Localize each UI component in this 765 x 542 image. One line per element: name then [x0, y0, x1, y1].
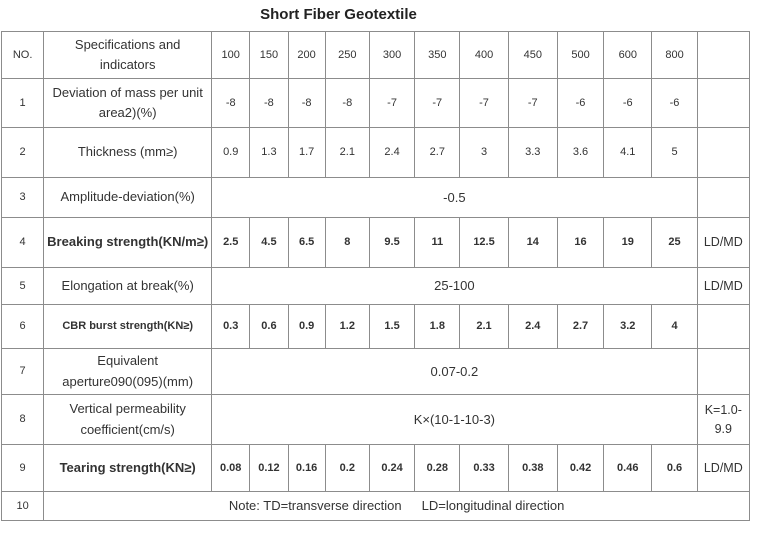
spec-label: Vertical permeability coefficient(cm/s) — [44, 395, 212, 445]
value-cell: 11 — [415, 218, 460, 268]
spec-label: Thickness (mm≥) — [44, 128, 212, 178]
value-cell: 5 — [652, 128, 697, 178]
value-cell: 3.6 — [557, 128, 603, 178]
value-cell: 1.7 — [288, 128, 325, 178]
merged-value-cell: 25-100 — [212, 268, 698, 305]
header-grade: 800 — [652, 32, 697, 79]
geotextile-spec-table — [1, 31, 750, 521]
header-grade: 100 — [212, 32, 250, 79]
value-cell: 1.8 — [415, 305, 460, 349]
value-cell: -6 — [652, 79, 697, 128]
row-number: 5 — [2, 268, 44, 305]
header-unit — [697, 32, 749, 79]
value-cell: -6 — [557, 79, 603, 128]
table-row — [2, 268, 750, 305]
unit-cell: LD/MD — [697, 445, 749, 492]
value-cell: 2.1 — [325, 128, 369, 178]
value-cell: 2.1 — [460, 305, 508, 349]
value-cell: 1.2 — [325, 305, 369, 349]
unit-cell: LD/MD — [697, 268, 749, 305]
value-cell: 8 — [325, 218, 369, 268]
value-cell: 2.5 — [212, 218, 250, 268]
value-cell: 1.5 — [369, 305, 414, 349]
value-cell: 0.9 — [288, 305, 325, 349]
value-cell: 19 — [604, 218, 652, 268]
value-cell: 3.3 — [508, 128, 557, 178]
value-cell: -8 — [250, 79, 288, 128]
unit-cell: K=1.0-9.9 — [697, 395, 749, 445]
merged-value-cell: K×(10-1-10-3) — [212, 395, 698, 445]
value-cell: 0.16 — [288, 445, 325, 492]
table-title: Short Fiber Geotextile — [260, 6, 417, 23]
value-cell: 0.6 — [250, 305, 288, 349]
value-cell: -7 — [508, 79, 557, 128]
value-cell: -7 — [415, 79, 460, 128]
value-cell: 0.9 — [212, 128, 250, 178]
value-cell: -8 — [288, 79, 325, 128]
header-grade: 500 — [557, 32, 603, 79]
row-number: 10 — [2, 492, 44, 521]
spec-label: Breaking strength(KN/m≥) — [44, 218, 212, 268]
header-row — [2, 32, 750, 79]
table-row — [2, 79, 750, 128]
unit-cell — [697, 79, 749, 128]
value-cell: 4.5 — [250, 218, 288, 268]
row-number: 4 — [2, 218, 44, 268]
header-grade: 150 — [250, 32, 288, 79]
value-cell: -7 — [460, 79, 508, 128]
value-cell: 0.38 — [508, 445, 557, 492]
row-number: 8 — [2, 395, 44, 445]
spec-label: Equivalent aperture090(095)(mm) — [44, 349, 212, 395]
spec-label: Amplitude-deviation(%) — [44, 178, 212, 218]
value-cell: 0.33 — [460, 445, 508, 492]
unit-cell — [697, 305, 749, 349]
table-row — [2, 492, 750, 521]
value-cell: -6 — [604, 79, 652, 128]
value-cell: 0.28 — [415, 445, 460, 492]
value-cell: 0.12 — [250, 445, 288, 492]
row-number: 1 — [2, 79, 44, 128]
value-cell: 0.24 — [369, 445, 414, 492]
unit-cell — [697, 178, 749, 218]
value-cell: 0.08 — [212, 445, 250, 492]
value-cell: 4.1 — [604, 128, 652, 178]
spec-label: CBR burst strength(KN≥) — [44, 305, 212, 349]
table-row — [2, 128, 750, 178]
value-cell: 2.4 — [369, 128, 414, 178]
table-row — [2, 178, 750, 218]
row-number: 2 — [2, 128, 44, 178]
value-cell: 2.4 — [508, 305, 557, 349]
value-cell: 25 — [652, 218, 697, 268]
value-cell: -8 — [325, 79, 369, 128]
spec-label: Deviation of mass per unit area2)(%) — [44, 79, 212, 128]
row-number: 9 — [2, 445, 44, 492]
value-cell: 2.7 — [415, 128, 460, 178]
value-cell: 9.5 — [369, 218, 414, 268]
value-cell: 3 — [460, 128, 508, 178]
note-longitudinal: LD=longitudinal direction — [421, 498, 565, 514]
row-number: 7 — [2, 349, 44, 395]
table-row — [2, 395, 750, 445]
header-grade: 300 — [369, 32, 414, 79]
row-number: 6 — [2, 305, 44, 349]
merged-value-cell: 0.07-0.2 — [212, 349, 698, 395]
header-grade: 400 — [460, 32, 508, 79]
table-row — [2, 305, 750, 349]
header-grade: 450 — [508, 32, 557, 79]
unit-cell — [697, 128, 749, 178]
value-cell: -7 — [369, 79, 414, 128]
value-cell: 1.3 — [250, 128, 288, 178]
note-cell — [44, 492, 750, 521]
value-cell: 0.46 — [604, 445, 652, 492]
unit-cell: LD/MD — [697, 218, 749, 268]
value-cell: 16 — [557, 218, 603, 268]
value-cell: 3.2 — [604, 305, 652, 349]
value-cell: 0.42 — [557, 445, 603, 492]
value-cell: 0.3 — [212, 305, 250, 349]
value-cell: 0.6 — [652, 445, 697, 492]
value-cell: 2.7 — [557, 305, 603, 349]
spec-label: Elongation at break(%) — [44, 268, 212, 305]
spec-label: Tearing strength(KN≥) — [44, 445, 212, 492]
note-transverse: Note: TD=transverse direction — [228, 498, 402, 514]
merged-value-cell: -0.5 — [212, 178, 698, 218]
header-spec: Specifications and indicators — [44, 32, 212, 79]
table-row — [2, 445, 750, 492]
row-number: 3 — [2, 178, 44, 218]
header-grade: 350 — [415, 32, 460, 79]
table-row — [2, 349, 750, 395]
value-cell: 14 — [508, 218, 557, 268]
value-cell: 4 — [652, 305, 697, 349]
header-grade: 600 — [604, 32, 652, 79]
header-no: NO. — [2, 32, 44, 79]
table-row — [2, 218, 750, 268]
unit-cell — [697, 349, 749, 395]
value-cell: -8 — [212, 79, 250, 128]
header-grade: 200 — [288, 32, 325, 79]
value-cell: 6.5 — [288, 218, 325, 268]
header-grade: 250 — [325, 32, 369, 79]
value-cell: 12.5 — [460, 218, 508, 268]
value-cell: 0.2 — [325, 445, 369, 492]
